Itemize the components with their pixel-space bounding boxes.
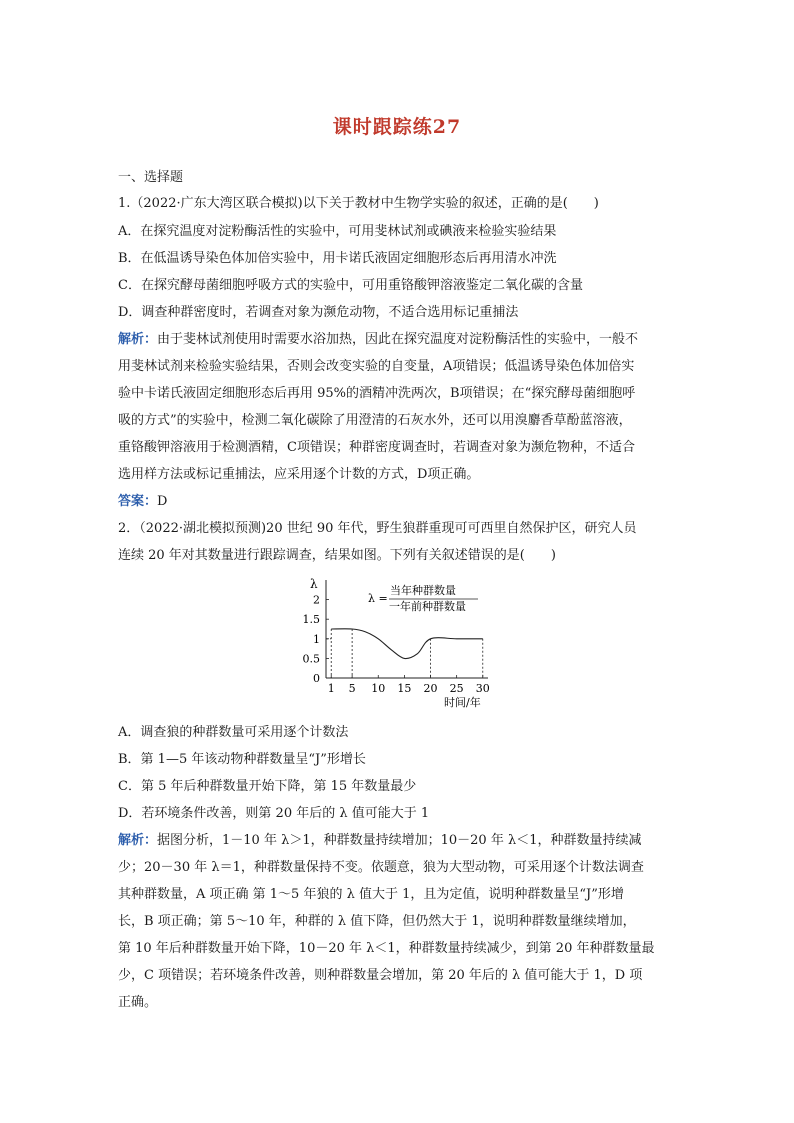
x-tick-label: 5 [348,682,356,695]
q2-analysis-line: 少；20－30 年 λ＝1，种群数量保持不变。依题意，狼为大型动物，可采用逐个计数法调查 [118,860,644,875]
q2-option-b: B．第 1—5 年该动物种群数量呈“J”形增长 [118,752,366,767]
q1-analysis-line: 解析：由于斐林试剂使用时需要水浴加热，因此在探究温度对淀粉酶活性的实验中，一般不 [118,332,639,347]
q2-analysis-line: 其种群数量，A 项正确 第 1～5 年狼的 λ 值大于 1，且为定值，说明种群数量呈“J”形增 [118,887,624,902]
section-heading: 一、选择题 [118,170,184,185]
q1-option-d: D．调查种群密度时，若调查对象为濒危动物，不适合选用标记重捕法 [118,305,519,320]
x-tick-label: 20 [423,682,438,695]
lambda-chart [296,574,496,714]
y-tick-label: 0 [313,672,320,685]
q2-analysis-line: 第 10 年后种群数量开始下降，10－20 年 λ＜1，种群数量持续减少，到第 20 年种群数量最 [118,941,655,956]
q2-option-d: D．若环境条件改善，则第 20 年后的 λ 值可能大于 1 [118,806,430,821]
q1-analysis-line: 用斐林试剂来检验实验结果，否则会改变实验的自变量，A项错误；低温诱导染色体加倍实 [118,359,635,374]
guide-lines [326,629,483,678]
analysis-label: 解析： [118,833,158,848]
y-tick-label: 1.5 [302,613,320,627]
formula-denominator: 一年前种群数量 [389,600,466,613]
q1-analysis-line: 选用样方法或标记重捕法，应采用逐个计数的方式，D项正确。 [118,467,480,482]
x-tick-label: 30 [475,682,490,695]
q2-stem-line: 连续 20 年对其数量进行跟踪调查，结果如图。下列有关叙述错误的是( ) [118,548,556,563]
q1-analysis-line: 重铬酸钾溶液用于检测酒精，C项错误；种群密度调查时，若调查对象为濒危物种，不适合 [118,440,635,455]
q1-option-b: B．在低温诱导染色体加倍实验中，用卡诺氏液固定细胞形态后再用清水冲洗 [118,251,557,266]
x-axis-label: 时间/年 [444,696,481,709]
x-tick-label: 10 [371,682,386,695]
q1-answer: 答案：D [118,494,168,509]
y-ticks [303,594,330,685]
formula-lhs: λ = [368,592,388,605]
q1-option-a: A．在探究温度对淀粉酶活性的实验中，可用斐林试剂或碘液来检验实验结果 [118,224,557,239]
formula-numerator: 当年种群数量 [390,584,456,597]
analysis-label: 解析： [118,332,158,347]
y-axis-label: λ [310,577,318,591]
lambda-curve [331,629,483,659]
page-title: 课时跟踪练27 [332,116,462,138]
q1-option-c: C．在探究酵母菌细胞呼吸方式的实验中，可用重铬酸钾溶液鉴定二氧化碳的含量 [118,278,583,293]
q2-option-a: A．调查狼的种群数量可采用逐个计数法 [118,725,349,740]
q2-stem-line: 2．（2022·湖北模拟预测)20 世纪 90 年代，野生狼群重现可可西里自然保护区，研究人员 [118,521,637,536]
x-tick-label: 1 [327,682,335,695]
x-tick-label: 25 [449,682,464,695]
q2-analysis-line: 长，B 项正确；第 5～10 年，种群的 λ 值下降，但仍然大于 1，说明种群数量继续增加， [118,914,636,929]
y-tick-label: 0.5 [302,652,320,666]
q1-analysis-line: 验中卡诺氏液固定细胞形态后再用 95%的酒精冲洗两次，B项错误；在“探究酵母菌细胞呼 [118,386,636,401]
q2-analysis-line: 少，C 项错误；若环境条件改善，则种群数量会增加，第 20 年后的 λ 值可能大于 1，D 项 [118,968,643,983]
q2-analysis-line: 正确。 [118,995,158,1010]
q2-option-c: C．第 5 年后种群数量开始下降，第 15 年数量最少 [118,779,417,794]
q1-analysis-line: 吸的方式”的实验中，检测二氧化碳除了用澄清的石灰水外，还可以用溴麝香草酚蓝溶液， [118,413,632,428]
answer-label: 答案： [118,494,158,509]
q1-stem: 1.（2022·广东大湾区联合模拟)以下关于教材中生物学实验的叙述，正确的是( ) [118,196,599,211]
y-tick-label: 2 [313,593,320,607]
q2-analysis-line: 解析：据图分析，1－10 年 λ＞1，种群数量持续增加；10－20 年 λ＜1，种群数量持续减 [118,833,642,848]
x-tick-label: 15 [397,682,412,695]
y-tick-label: 1 [313,632,320,646]
